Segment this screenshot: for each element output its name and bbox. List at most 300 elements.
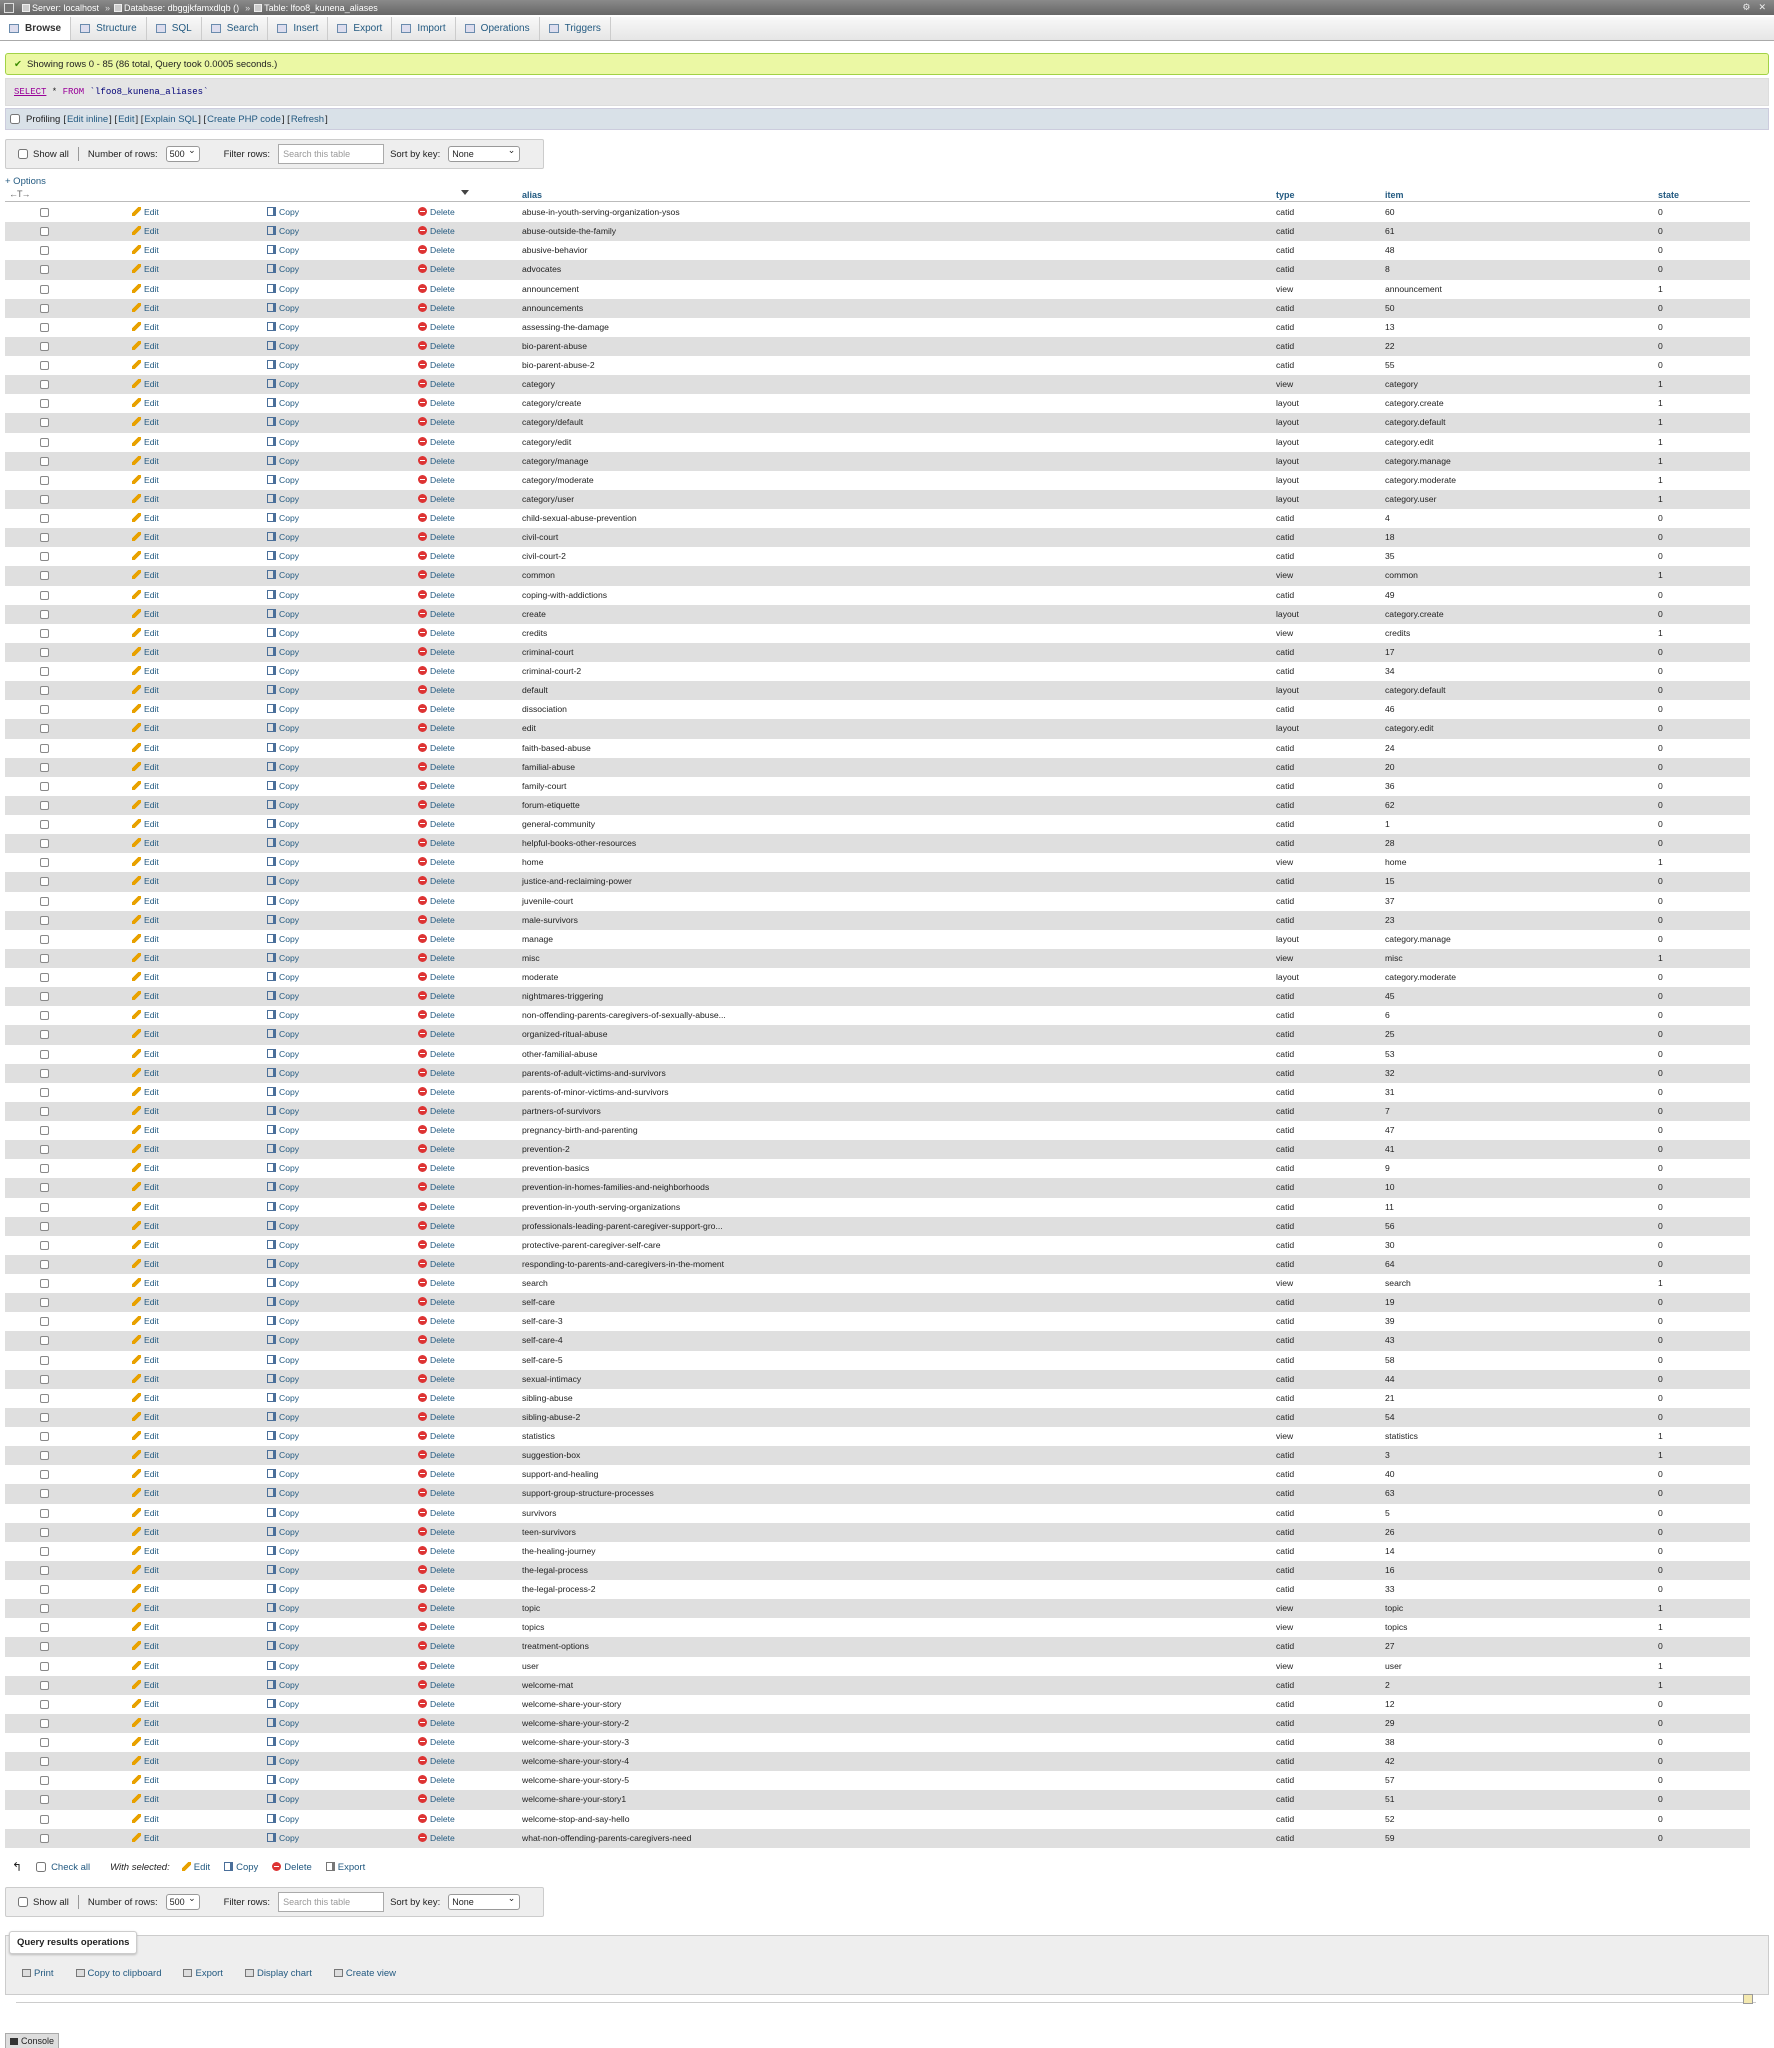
- row-copy-button[interactable]: Copy: [267, 513, 299, 523]
- row-edit-button[interactable]: Edit: [132, 647, 159, 657]
- cell-alias[interactable]: prevention-basics: [522, 1163, 590, 1174]
- row-checkbox[interactable]: [40, 591, 49, 600]
- cell-alias[interactable]: pregnancy-birth-and-parenting: [522, 1125, 638, 1135]
- row-edit-button[interactable]: Edit: [132, 1680, 159, 1690]
- row-copy-button[interactable]: Copy: [267, 1221, 299, 1231]
- row-delete-button[interactable]: Delete: [418, 1278, 455, 1288]
- filter-rows-input-bottom[interactable]: Search this table: [278, 1892, 384, 1912]
- cell-type[interactable]: catid: [1276, 360, 1295, 370]
- cell-state[interactable]: 1: [1658, 1278, 1663, 1288]
- cell-item[interactable]: 19: [1385, 1297, 1395, 1308]
- row-copy-button[interactable]: Copy: [267, 723, 299, 733]
- row-checkbox[interactable]: [40, 1470, 49, 1479]
- cell-item[interactable]: 43: [1385, 1335, 1395, 1346]
- row-copy-button[interactable]: Copy: [267, 1374, 299, 1384]
- row-delete-button[interactable]: Delete: [418, 838, 455, 848]
- row-edit-button[interactable]: Edit: [132, 685, 159, 695]
- cell-item[interactable]: 38: [1385, 1737, 1395, 1747]
- row-checkbox[interactable]: [40, 992, 49, 1001]
- row-delete-button[interactable]: Delete: [418, 1355, 455, 1365]
- console-button[interactable]: [5, 2033, 59, 2048]
- query-op-print[interactable]: Print: [22, 1968, 54, 1979]
- cell-alias[interactable]: partners-of-survivors: [522, 1105, 601, 1116]
- query-op-create-view[interactable]: Create view: [334, 1968, 396, 1979]
- cell-type[interactable]: view: [1276, 1660, 1294, 1671]
- show-all-checkbox[interactable]: [18, 149, 28, 159]
- row-checkbox[interactable]: [40, 1489, 49, 1498]
- cell-state[interactable]: 0: [1658, 1316, 1663, 1327]
- cell-item[interactable]: 36: [1385, 780, 1395, 791]
- cell-type[interactable]: catid: [1276, 799, 1295, 810]
- cell-alias[interactable]: category: [522, 379, 555, 390]
- row-delete-button[interactable]: Delete: [418, 1182, 455, 1192]
- row-checkbox[interactable]: [40, 1528, 49, 1537]
- row-copy-button[interactable]: Copy: [267, 322, 299, 332]
- cell-item[interactable]: credits: [1385, 627, 1411, 638]
- cell-item[interactable]: category.moderate: [1385, 474, 1457, 485]
- row-checkbox[interactable]: [40, 1241, 49, 1250]
- row-delete-button[interactable]: Delete: [418, 1316, 455, 1326]
- cell-alias[interactable]: justice-and-reclaiming-power: [522, 876, 632, 887]
- row-copy-button[interactable]: Copy: [267, 1125, 299, 1135]
- row-checkbox[interactable]: [40, 1069, 49, 1078]
- row-delete-button[interactable]: Delete: [418, 1393, 455, 1403]
- row-checkbox[interactable]: [40, 380, 49, 389]
- row-copy-button[interactable]: Copy: [267, 1068, 299, 1078]
- row-delete-button[interactable]: Delete: [418, 1240, 455, 1250]
- cell-item[interactable]: 63: [1385, 1488, 1395, 1499]
- row-delete-button[interactable]: Delete: [418, 1202, 455, 1212]
- row-delete-button[interactable]: Delete: [418, 1814, 455, 1824]
- cell-item[interactable]: home: [1385, 857, 1407, 868]
- row-copy-button[interactable]: Copy: [267, 264, 299, 274]
- cell-alias[interactable]: statistics: [522, 1431, 555, 1441]
- row-copy-button[interactable]: Copy: [267, 1144, 299, 1154]
- row-copy-button[interactable]: Copy: [267, 1622, 299, 1632]
- cell-alias[interactable]: helpful-books-other-resources: [522, 838, 637, 849]
- row-edit-button[interactable]: Edit: [132, 1527, 159, 1537]
- row-copy-button[interactable]: Copy: [267, 704, 299, 714]
- cell-alias[interactable]: abuse-in-youth-serving-organization-ysos: [522, 207, 680, 217]
- cell-alias[interactable]: sibling-abuse: [522, 1392, 573, 1403]
- cell-alias[interactable]: what-non-offending-parents-caregivers-need: [522, 1832, 692, 1843]
- cell-alias[interactable]: support-and-healing: [522, 1469, 599, 1480]
- row-checkbox[interactable]: [40, 1795, 49, 1804]
- row-delete-button[interactable]: Delete: [418, 609, 455, 619]
- row-delete-button[interactable]: Delete: [418, 972, 455, 982]
- cell-state[interactable]: 0: [1658, 1717, 1663, 1728]
- row-edit-button[interactable]: Edit: [132, 896, 159, 906]
- row-edit-button[interactable]: Edit: [132, 379, 159, 389]
- cell-state[interactable]: 0: [1658, 742, 1663, 753]
- cell-type[interactable]: layout: [1276, 933, 1299, 944]
- row-edit-button[interactable]: Edit: [132, 360, 159, 370]
- row-delete-button[interactable]: Delete: [418, 1641, 455, 1651]
- cell-item[interactable]: topic: [1385, 1603, 1404, 1614]
- cell-item[interactable]: 12: [1385, 1698, 1395, 1709]
- row-checkbox[interactable]: [40, 1662, 49, 1671]
- cell-state[interactable]: 0: [1658, 1698, 1663, 1709]
- row-checkbox[interactable]: [40, 1623, 49, 1632]
- cell-alias[interactable]: bio-parent-abuse-2: [522, 360, 595, 370]
- row-edit-button[interactable]: Edit: [132, 1814, 159, 1824]
- row-delete-button[interactable]: Delete: [418, 1144, 455, 1154]
- row-edit-button[interactable]: Edit: [132, 1259, 159, 1269]
- row-checkbox[interactable]: [40, 1317, 49, 1326]
- cell-state[interactable]: 0: [1658, 895, 1663, 906]
- row-delete-button[interactable]: Delete: [418, 398, 455, 408]
- cell-type[interactable]: catid: [1276, 761, 1295, 772]
- cell-item[interactable]: 35: [1385, 551, 1395, 562]
- row-delete-button[interactable]: Delete: [418, 456, 455, 466]
- cell-alias[interactable]: user: [522, 1660, 539, 1671]
- row-checkbox[interactable]: [40, 724, 49, 733]
- cell-state[interactable]: 0: [1658, 207, 1663, 217]
- row-delete-button[interactable]: Delete: [418, 284, 455, 294]
- row-checkbox[interactable]: [40, 877, 49, 886]
- cell-alias[interactable]: abuse-outside-the-family: [522, 226, 617, 237]
- sort-dropdown-icon[interactable]: [461, 190, 469, 195]
- row-edit-button[interactable]: Edit: [132, 513, 159, 523]
- cell-type[interactable]: catid: [1276, 1545, 1295, 1556]
- row-edit-button[interactable]: Edit: [132, 532, 159, 542]
- row-edit-button[interactable]: Edit: [132, 322, 159, 332]
- row-copy-button[interactable]: Copy: [267, 857, 299, 867]
- row-copy-button[interactable]: Copy: [267, 245, 299, 255]
- row-checkbox[interactable]: [40, 285, 49, 294]
- cell-item[interactable]: 47: [1385, 1125, 1395, 1135]
- row-checkbox[interactable]: [40, 1394, 49, 1403]
- cell-item[interactable]: 40: [1385, 1469, 1395, 1480]
- row-checkbox[interactable]: [40, 705, 49, 714]
- cell-item[interactable]: announcement: [1385, 283, 1442, 294]
- cell-alias[interactable]: announcement: [522, 283, 579, 294]
- cell-alias[interactable]: treatment-options: [522, 1641, 589, 1652]
- cell-alias[interactable]: assessing-the-damage: [522, 321, 609, 332]
- row-delete-button[interactable]: Delete: [418, 1527, 455, 1537]
- row-delete-button[interactable]: Delete: [418, 1680, 455, 1690]
- row-checkbox[interactable]: [40, 438, 49, 447]
- cell-state[interactable]: 0: [1658, 1392, 1663, 1403]
- cell-state[interactable]: 0: [1658, 876, 1663, 887]
- cell-alias[interactable]: sexual-intimacy: [522, 1373, 582, 1384]
- cell-alias[interactable]: criminal-court: [522, 646, 574, 657]
- row-delete-button[interactable]: Delete: [418, 1029, 455, 1039]
- row-copy-button[interactable]: Copy: [267, 1833, 299, 1843]
- cell-alias[interactable]: create: [522, 608, 546, 619]
- cell-alias[interactable]: self-care-5: [522, 1354, 563, 1365]
- cell-alias[interactable]: credits: [522, 627, 548, 638]
- bulk-edit-button[interactable]: Edit: [182, 1862, 210, 1873]
- cell-alias[interactable]: other-familial-abuse: [522, 1048, 598, 1059]
- cell-state[interactable]: 0: [1658, 914, 1663, 925]
- cell-item[interactable]: 13: [1385, 321, 1395, 332]
- cell-type[interactable]: catid: [1276, 1125, 1295, 1135]
- row-copy-button[interactable]: Copy: [267, 896, 299, 906]
- row-edit-button[interactable]: Edit: [132, 1412, 159, 1422]
- cell-item[interactable]: 62: [1385, 799, 1395, 810]
- row-edit-button[interactable]: Edit: [132, 1661, 159, 1671]
- row-delete-button[interactable]: Delete: [418, 1699, 455, 1709]
- cell-alias[interactable]: advocates: [522, 264, 562, 275]
- cell-item[interactable]: 50: [1385, 302, 1395, 313]
- cell-type[interactable]: catid: [1276, 1220, 1295, 1231]
- cell-state[interactable]: 0: [1658, 1411, 1663, 1422]
- row-delete-button[interactable]: Delete: [418, 1775, 455, 1785]
- cell-item[interactable]: 2: [1385, 1679, 1390, 1690]
- check-all-link[interactable]: Check all: [51, 1861, 91, 1873]
- cell-item[interactable]: 25: [1385, 1029, 1395, 1040]
- row-copy-button[interactable]: Copy: [267, 1584, 299, 1594]
- row-checkbox[interactable]: [40, 418, 49, 427]
- cell-item[interactable]: 52: [1385, 1813, 1395, 1824]
- cell-state[interactable]: 0: [1658, 245, 1663, 256]
- cell-type[interactable]: catid: [1276, 1775, 1295, 1786]
- cell-item[interactable]: 4: [1385, 513, 1390, 523]
- row-delete-button[interactable]: Delete: [418, 570, 455, 580]
- cell-alias[interactable]: protective-parent-caregiver-self-care: [522, 1239, 661, 1250]
- cell-item[interactable]: 46: [1385, 704, 1395, 715]
- cell-type[interactable]: catid: [1276, 1297, 1295, 1308]
- row-edit-button[interactable]: Edit: [132, 1718, 159, 1728]
- row-copy-button[interactable]: Copy: [267, 1278, 299, 1288]
- cell-alias[interactable]: topics: [522, 1622, 545, 1633]
- cell-type[interactable]: catid: [1276, 1641, 1295, 1652]
- cell-item[interactable]: 20: [1385, 761, 1395, 772]
- cell-type[interactable]: view: [1276, 1622, 1294, 1633]
- row-copy-button[interactable]: Copy: [267, 570, 299, 580]
- row-copy-button[interactable]: Copy: [267, 360, 299, 370]
- row-delete-button[interactable]: Delete: [418, 551, 455, 561]
- cell-alias[interactable]: default: [522, 685, 548, 696]
- row-delete-button[interactable]: Delete: [418, 666, 455, 676]
- row-edit-button[interactable]: Edit: [132, 1450, 159, 1460]
- cell-state[interactable]: 0: [1658, 1297, 1663, 1308]
- row-edit-button[interactable]: Edit: [132, 475, 159, 485]
- row-delete-button[interactable]: Delete: [418, 322, 455, 332]
- row-edit-button[interactable]: Edit: [132, 1010, 159, 1020]
- cell-type[interactable]: layout: [1276, 398, 1299, 409]
- row-delete-button[interactable]: Delete: [418, 819, 455, 829]
- row-checkbox[interactable]: [40, 399, 49, 408]
- cell-type[interactable]: catid: [1276, 1526, 1295, 1537]
- row-delete-button[interactable]: Delete: [418, 494, 455, 504]
- row-copy-button[interactable]: Copy: [267, 551, 299, 561]
- cell-type[interactable]: catid: [1276, 742, 1295, 753]
- row-edit-button[interactable]: Edit: [132, 590, 159, 600]
- row-edit-button[interactable]: Edit: [132, 762, 159, 772]
- row-copy-button[interactable]: Copy: [267, 934, 299, 944]
- cell-alias[interactable]: edit: [522, 723, 536, 734]
- cell-item[interactable]: 29: [1385, 1717, 1395, 1728]
- row-checkbox[interactable]: [40, 1815, 49, 1824]
- cell-type[interactable]: catid: [1276, 1756, 1295, 1767]
- cell-alias[interactable]: sibling-abuse-2: [522, 1411, 581, 1422]
- cell-state[interactable]: 0: [1658, 1564, 1663, 1575]
- filter-rows-input[interactable]: Search this table: [278, 144, 384, 164]
- sql-keyword-select[interactable]: SELECT: [14, 87, 47, 97]
- cell-item[interactable]: 59: [1385, 1832, 1395, 1843]
- cell-type[interactable]: view: [1276, 627, 1294, 638]
- cell-state[interactable]: 0: [1658, 1794, 1663, 1805]
- row-copy-button[interactable]: Copy: [267, 1106, 299, 1116]
- navigation-toggle-icon[interactable]: [4, 3, 14, 13]
- cell-state[interactable]: 0: [1658, 1832, 1663, 1843]
- row-copy-button[interactable]: Copy: [267, 743, 299, 753]
- row-edit-button[interactable]: Edit: [132, 743, 159, 753]
- row-delete-button[interactable]: Delete: [418, 1106, 455, 1116]
- cell-item[interactable]: 23: [1385, 914, 1395, 925]
- cell-item[interactable]: category.create: [1385, 608, 1444, 619]
- cell-type[interactable]: catid: [1276, 1144, 1295, 1155]
- cell-alias[interactable]: child-sexual-abuse-prevention: [522, 513, 637, 523]
- row-copy-button[interactable]: Copy: [267, 456, 299, 466]
- cell-type[interactable]: view: [1276, 379, 1294, 390]
- cell-type[interactable]: catid: [1276, 780, 1295, 791]
- row-checkbox[interactable]: [40, 533, 49, 542]
- cell-state[interactable]: 1: [1658, 570, 1663, 581]
- row-delete-button[interactable]: Delete: [418, 1125, 455, 1135]
- row-copy-button[interactable]: Copy: [267, 1335, 299, 1345]
- row-copy-button[interactable]: Copy: [267, 762, 299, 772]
- row-edit-button[interactable]: Edit: [132, 1106, 159, 1116]
- cell-type[interactable]: layout: [1276, 436, 1299, 447]
- cell-type[interactable]: catid: [1276, 876, 1295, 887]
- cell-state[interactable]: 0: [1658, 646, 1663, 657]
- cell-type[interactable]: catid: [1276, 1564, 1295, 1575]
- cell-alias[interactable]: moderate: [522, 972, 559, 982]
- row-edit-button[interactable]: Edit: [132, 1565, 159, 1575]
- cell-state[interactable]: 0: [1658, 761, 1663, 772]
- row-edit-button[interactable]: Edit: [132, 1068, 159, 1078]
- row-copy-button[interactable]: Copy: [267, 1680, 299, 1690]
- row-edit-button[interactable]: Edit: [132, 1775, 159, 1785]
- row-checkbox[interactable]: [40, 304, 49, 313]
- cell-state[interactable]: 0: [1658, 589, 1663, 600]
- cell-alias[interactable]: category/default: [522, 417, 584, 428]
- row-copy-button[interactable]: Copy: [267, 1718, 299, 1728]
- cell-item[interactable]: 49: [1385, 589, 1395, 600]
- profiling-checkbox[interactable]: [10, 114, 20, 124]
- cell-item[interactable]: 30: [1385, 1239, 1395, 1250]
- check-all-checkbox[interactable]: [36, 1862, 46, 1872]
- row-checkbox[interactable]: [40, 1050, 49, 1059]
- cell-state[interactable]: 1: [1658, 1603, 1663, 1614]
- cell-alias[interactable]: organized-ritual-abuse: [522, 1029, 608, 1040]
- cell-item[interactable]: 11: [1385, 1201, 1394, 1212]
- cell-item[interactable]: misc: [1385, 952, 1403, 963]
- row-copy-button[interactable]: Copy: [267, 437, 299, 447]
- cell-item[interactable]: 39: [1385, 1316, 1395, 1327]
- cell-state[interactable]: 0: [1658, 608, 1663, 619]
- cell-item[interactable]: 22: [1385, 340, 1395, 351]
- row-delete-button[interactable]: Delete: [418, 934, 455, 944]
- row-edit-button[interactable]: Edit: [132, 876, 159, 886]
- cell-type[interactable]: catid: [1276, 1698, 1295, 1709]
- cell-state[interactable]: 0: [1658, 1737, 1663, 1747]
- tab-export[interactable]: [328, 17, 392, 40]
- row-edit-button[interactable]: Edit: [132, 264, 159, 274]
- row-checkbox[interactable]: [40, 1547, 49, 1556]
- cell-alias[interactable]: bio-parent-abuse: [522, 340, 587, 351]
- cell-alias[interactable]: the-healing-journey: [522, 1545, 596, 1556]
- row-checkbox[interactable]: [40, 916, 49, 925]
- row-delete-button[interactable]: Delete: [418, 647, 455, 657]
- row-copy-button[interactable]: Copy: [267, 1029, 299, 1039]
- cell-type[interactable]: catid: [1276, 895, 1295, 906]
- row-copy-button[interactable]: Copy: [267, 1240, 299, 1250]
- row-copy-button[interactable]: Copy: [267, 876, 299, 886]
- cell-item[interactable]: 21: [1385, 1392, 1395, 1403]
- cell-alias[interactable]: parents-of-minor-victims-and-survivors: [522, 1086, 669, 1097]
- row-checkbox[interactable]: [40, 667, 49, 676]
- cell-state[interactable]: 0: [1658, 704, 1663, 715]
- profiling-link-create-php-code[interactable]: Create PHP code: [207, 113, 281, 125]
- row-edit-button[interactable]: Edit: [132, 1278, 159, 1288]
- cell-alias[interactable]: non-offending-parents-caregivers-of-sexually-abuse...: [522, 1010, 726, 1021]
- row-copy-button[interactable]: Copy: [267, 303, 299, 313]
- row-edit-button[interactable]: Edit: [132, 1221, 159, 1231]
- row-edit-button[interactable]: Edit: [132, 1335, 159, 1345]
- bulk-export-button[interactable]: Export: [326, 1862, 365, 1873]
- row-checkbox[interactable]: [40, 610, 49, 619]
- row-delete-button[interactable]: Delete: [418, 341, 455, 351]
- cell-type[interactable]: catid: [1276, 226, 1295, 237]
- row-edit-button[interactable]: Edit: [132, 953, 159, 963]
- row-delete-button[interactable]: Delete: [418, 417, 455, 427]
- row-copy-button[interactable]: Copy: [267, 1087, 299, 1097]
- cell-item[interactable]: 33: [1385, 1584, 1395, 1594]
- row-copy-button[interactable]: Copy: [267, 1641, 299, 1651]
- cell-item[interactable]: common: [1385, 570, 1418, 581]
- row-edit-button[interactable]: Edit: [132, 303, 159, 313]
- cell-type[interactable]: layout: [1276, 474, 1299, 485]
- row-checkbox[interactable]: [40, 1298, 49, 1307]
- cell-type[interactable]: catid: [1276, 551, 1295, 562]
- cell-item[interactable]: 37: [1385, 895, 1395, 906]
- cell-state[interactable]: 0: [1658, 1048, 1663, 1059]
- row-delete-button[interactable]: Delete: [418, 245, 455, 255]
- cell-item[interactable]: category.moderate: [1385, 972, 1457, 982]
- cell-item[interactable]: 14: [1385, 1545, 1395, 1556]
- sql-keyword-from[interactable]: FROM: [62, 87, 85, 97]
- cell-item[interactable]: 28: [1385, 838, 1395, 849]
- cell-alias[interactable]: category/create: [522, 398, 582, 409]
- cell-type[interactable]: catid: [1276, 646, 1295, 657]
- row-edit-button[interactable]: Edit: [132, 1488, 159, 1498]
- row-checkbox[interactable]: [40, 246, 49, 255]
- breadcrumb-table[interactable]: Table: lfoo8_kunena_aliases: [254, 3, 378, 13]
- row-copy-button[interactable]: Copy: [267, 341, 299, 351]
- cell-type[interactable]: layout: [1276, 685, 1299, 696]
- row-checkbox[interactable]: [40, 571, 49, 580]
- row-copy-button[interactable]: Copy: [267, 532, 299, 542]
- cell-type[interactable]: catid: [1276, 1086, 1295, 1097]
- cell-state[interactable]: 1: [1658, 1431, 1663, 1441]
- row-checkbox[interactable]: [40, 858, 49, 867]
- cell-state[interactable]: 0: [1658, 321, 1663, 332]
- column-toggle-arrows-icon[interactable]: ←T→: [9, 189, 30, 199]
- row-delete-button[interactable]: Delete: [418, 1756, 455, 1766]
- row-edit-button[interactable]: Edit: [132, 245, 159, 255]
- cell-state[interactable]: 0: [1658, 1067, 1663, 1078]
- row-edit-button[interactable]: Edit: [132, 1794, 159, 1804]
- row-checkbox[interactable]: [40, 820, 49, 829]
- cell-state[interactable]: 1: [1658, 474, 1663, 485]
- cell-type[interactable]: catid: [1276, 1316, 1295, 1327]
- cell-item[interactable]: category.default: [1385, 417, 1446, 428]
- row-delete-button[interactable]: Delete: [418, 532, 455, 542]
